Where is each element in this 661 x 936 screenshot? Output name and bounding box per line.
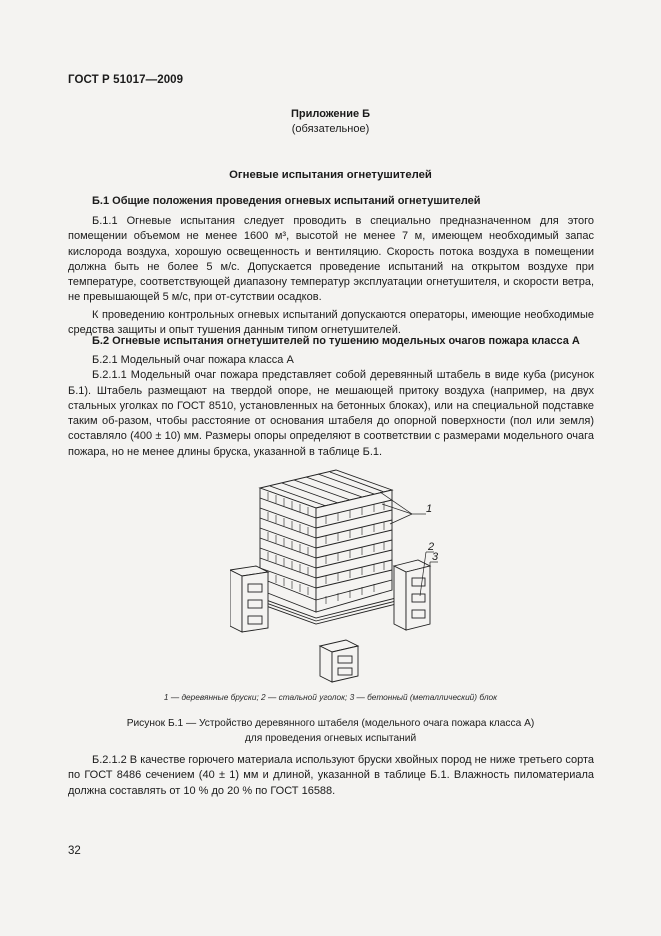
paragraph-b2-1: Б.2.1 Модельный очаг пожара класса А xyxy=(92,354,294,366)
crib-right-face xyxy=(316,490,392,612)
figure-caption xyxy=(68,716,593,746)
section-b2-1-2-body xyxy=(68,753,594,799)
appendix-title: Приложение Б xyxy=(290,108,371,120)
figure-wood-crib xyxy=(230,462,450,684)
page-title: Огневые испытания огнетушителей xyxy=(229,169,432,181)
figure-caption-line-2: для проведения огневых испытаний xyxy=(244,733,417,744)
section-heading-b1: Б.1 Общие положения проведения огневых испытаний огнетушителей xyxy=(92,195,481,207)
figure-legend: 1 — деревянные бруски; 2 — стальной уголок; 3 — бетонный (металлический) блок xyxy=(163,692,498,702)
document-header: ГОСТ Р 51017—2009 xyxy=(68,74,184,86)
paragraph-b1-1: Б.1.1 Огневые испытания следует проводить в специально предназначенном для этого помещении объемом не менее 1600 м³, высотой не менее 7 м, имеющем необходимый запас кислорода воздуха, хорошую освещенность и вентиляцию. Скорость потока воздуха в помещении должна быть не более 5 м/с. Допускается проведение испытаний на открытом воздухе при температуре, соответствующей диапазону температур эксплуатации огнетушителя, и скорости ветра, не превышающей 5 м/с, при от-сутствии осадков. xyxy=(68,215,594,304)
callout-3: 3 xyxy=(432,551,439,563)
concrete-block-right xyxy=(394,560,430,630)
paragraph-b2-1-1: Б.2.1.1 Модельный очаг пожара представляет собой деревянный штабель в виде куба (рисунок Б.1). Штабель размещают на твердой опоре, не мешающей притоку воздуха (например, на двух стальных уголках по ГОСТ 8510, установленных на бетонных блоках), или на специальной подставке таким об-разом, чтобы расстояние от основания штабеля до опорной поверхности (пол или земля) составляло (400 ± 10) мм. Размеры опоры определяют в соответствии с размерами модельного очага пожара, но не менее длины бруска, указанной в таблице Б.1. xyxy=(68,369,594,458)
figure-caption-line-1: Рисунок Б.1 — Устройство деревянного штабеля (модельного очага пожара класса А) xyxy=(126,718,535,729)
concrete-block-front xyxy=(320,640,358,682)
paragraph-b2-1-2: Б.2.1.2 В качестве горючего материала используют бруски хвойных пород не ниже третьего сорта по ГОСТ 8486 сечением (40 ± 1) мм и длиной, указанной в таблице Б.1. Влажность пиломатериала должна составлять от 10 % до 20 % по ГОСТ 16588. xyxy=(68,754,594,797)
section-b2-body xyxy=(68,353,594,460)
callout-2: 2 xyxy=(428,541,435,553)
section-heading-b2: Б.2 Огневые испытания огнетушителей по тушению модельных очагов пожара класса А xyxy=(92,335,580,347)
page-number: 32 xyxy=(68,845,81,857)
section-b1-body xyxy=(68,214,594,338)
paragraph-b1-2: К проведению контрольных огневых испытаний допускаются операторы, имеющие необходимые средства защиты и опыт тушения данным типом огнетушителей. xyxy=(68,308,594,337)
appendix-status: (обязательное) xyxy=(291,123,370,135)
callout-1: 1 xyxy=(426,503,433,515)
concrete-block-left xyxy=(230,566,268,632)
